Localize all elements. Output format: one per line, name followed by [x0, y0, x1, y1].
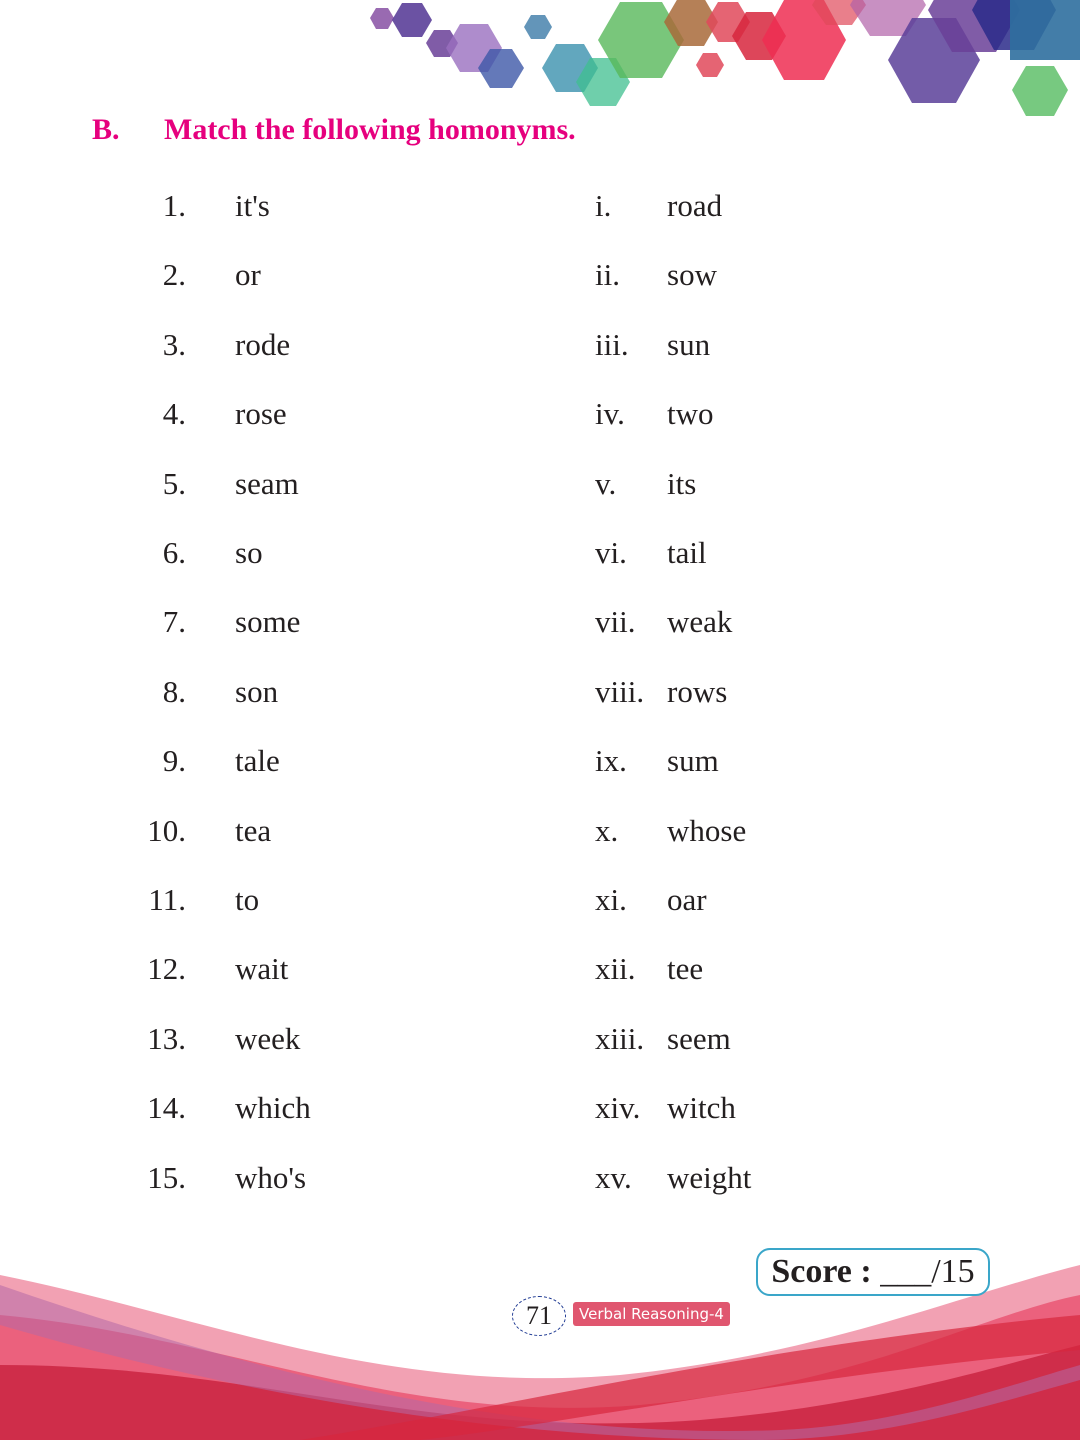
- match-row: [0, 880, 1080, 920]
- item-number: 9.: [162, 743, 186, 778]
- item-number: 6.: [162, 535, 186, 570]
- item-word: rode: [235, 327, 291, 362]
- item-word: week: [235, 1021, 301, 1056]
- book-title-badge: Verbal Reasoning-4: [573, 1302, 730, 1326]
- score-value: ___/15: [880, 1253, 975, 1290]
- item-word: tale: [235, 743, 280, 778]
- score-label: Score :: [771, 1253, 872, 1290]
- option-word: tail: [667, 535, 707, 570]
- option-numeral: x.: [595, 813, 619, 848]
- option-word: weight: [667, 1160, 752, 1195]
- score-box: [756, 1248, 990, 1296]
- item-number: 4.: [162, 396, 186, 431]
- option-numeral: viii.: [595, 674, 645, 709]
- item-word: which: [235, 1090, 311, 1125]
- match-row: [0, 1158, 1080, 1198]
- match-row: [0, 949, 1080, 989]
- option-numeral: i.: [595, 188, 612, 223]
- item-number: 11.: [148, 882, 186, 917]
- option-word: road: [667, 188, 723, 223]
- option-word: witch: [667, 1090, 736, 1125]
- item-word: it's: [235, 188, 270, 223]
- match-row: [0, 1088, 1080, 1128]
- item-word: or: [235, 257, 261, 292]
- option-numeral: xi.: [595, 882, 627, 917]
- option-word: seem: [667, 1021, 731, 1056]
- option-numeral: vii.: [595, 604, 636, 639]
- option-numeral: iv.: [595, 396, 625, 431]
- option-numeral: v.: [595, 466, 617, 501]
- option-word: sun: [667, 327, 711, 362]
- item-number: 3.: [162, 327, 186, 362]
- match-row: [0, 255, 1080, 295]
- option-word: two: [667, 396, 714, 431]
- item-number: 7.: [162, 604, 186, 639]
- match-row: [0, 186, 1080, 226]
- item-word: son: [235, 674, 279, 709]
- item-number: 10.: [147, 813, 186, 848]
- option-word: sow: [667, 257, 717, 292]
- match-row: [0, 533, 1080, 573]
- match-row: [0, 811, 1080, 851]
- match-row: [0, 325, 1080, 365]
- option-word: whose: [667, 813, 747, 848]
- option-numeral: xiv.: [595, 1090, 641, 1125]
- option-word: weak: [667, 604, 733, 639]
- item-number: 15.: [147, 1160, 186, 1195]
- item-number: 2.: [162, 257, 186, 292]
- item-number: 14.: [147, 1090, 186, 1125]
- option-numeral: xiii.: [595, 1021, 645, 1056]
- item-number: 8.: [162, 674, 186, 709]
- item-word: who's: [235, 1160, 307, 1195]
- match-row: [0, 602, 1080, 642]
- match-row: [0, 1019, 1080, 1059]
- option-word: oar: [667, 882, 707, 917]
- option-numeral: ii.: [595, 257, 620, 292]
- option-numeral: xii.: [595, 951, 636, 986]
- item-number: 13.: [147, 1021, 186, 1056]
- option-numeral: vi.: [595, 535, 627, 570]
- match-row: [0, 394, 1080, 434]
- option-word: sum: [667, 743, 719, 778]
- option-word: its: [667, 466, 697, 501]
- option-numeral: xv.: [595, 1160, 632, 1195]
- section-letter: B.: [92, 113, 120, 146]
- item-word: to: [235, 882, 260, 917]
- item-number: 12.: [147, 951, 186, 986]
- item-word: rose: [235, 396, 287, 431]
- item-word: seam: [235, 466, 299, 501]
- item-word: tea: [235, 813, 272, 848]
- match-row: [0, 672, 1080, 712]
- option-word: tee: [667, 951, 704, 986]
- option-word: rows: [667, 674, 728, 709]
- page-number: 71: [512, 1296, 566, 1336]
- item-number: 1.: [162, 188, 186, 223]
- item-word: wait: [235, 951, 289, 986]
- section-title: Match the following homonyms.: [164, 113, 576, 146]
- match-row: [0, 741, 1080, 781]
- option-numeral: ix.: [595, 743, 627, 778]
- item-word: so: [235, 535, 263, 570]
- item-word: some: [235, 604, 301, 639]
- match-row: [0, 464, 1080, 504]
- option-numeral: iii.: [595, 327, 629, 362]
- item-number: 5.: [162, 466, 186, 501]
